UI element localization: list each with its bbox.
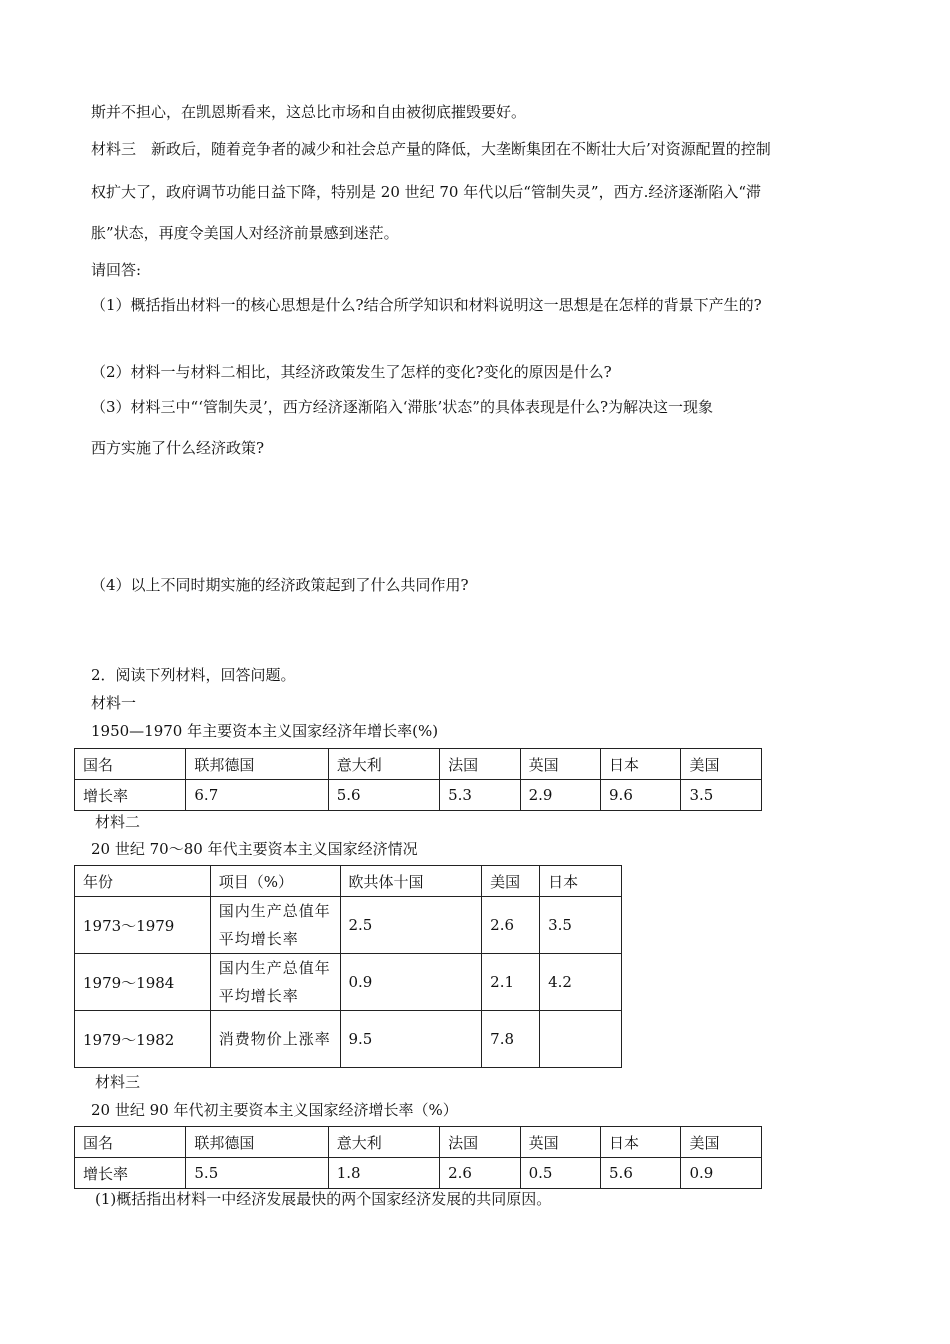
table-cell: 9.6 (601, 780, 681, 811)
table-cell: 2.9 (520, 780, 600, 811)
material-3-label: 材料三 (95, 1073, 141, 1091)
table-cell: 3.5 (540, 897, 622, 954)
question-2-intro: 2．阅读下列材料，回答问题。 (91, 666, 296, 684)
table-cell: 法国 (440, 749, 520, 780)
table-cell: 0.9 (681, 1158, 762, 1189)
table-cell: 5.6 (328, 780, 439, 811)
table-row (75, 749, 762, 780)
growth-table-1950-1970 (74, 748, 762, 811)
table-cell: 项目（%） (210, 866, 340, 897)
growth-table-1990s (74, 1126, 762, 1189)
table-cell: 9.5 (340, 1011, 482, 1068)
table-cell: 5.5 (186, 1158, 328, 1189)
table-cell: 2.1 (482, 954, 540, 1011)
table-cell: 增长率 (75, 780, 186, 811)
economy-table-1970s-1980s (74, 865, 622, 1068)
table-cell: 国内生产总值年平均增长率 (210, 954, 340, 1011)
table-cell: 年份 (75, 866, 211, 897)
table-cell: 联邦德国 (186, 1127, 328, 1158)
table-cell: 1979～1984 (75, 954, 211, 1011)
material-1-label: 材料一 (91, 694, 137, 712)
table-row (75, 897, 622, 954)
table-cell: 意大利 (328, 1127, 439, 1158)
table-cell: 联邦德国 (186, 749, 328, 780)
table-cell: 欧共体十国 (340, 866, 482, 897)
material-3-line-2: 权扩大了，政府调节功能日益下降，特别是 20 世纪 70 年代以后“管制失灵”，西方.经济逐渐陷入“滞 (91, 183, 762, 201)
table-cell: 4.2 (540, 954, 622, 1011)
table-cell: 国名 (75, 749, 186, 780)
table-row (75, 780, 762, 811)
table-cell: 英国 (520, 1127, 600, 1158)
table-row (75, 1158, 762, 1189)
table-cell (540, 1011, 622, 1068)
question-2-1: (1)概括指出材料一中经济发展最快的两个国家经济发展的共同原因。 (95, 1190, 552, 1208)
table-row (75, 1127, 762, 1158)
table-cell: 日本 (601, 1127, 681, 1158)
table-cell: 国内生产总值年平均增长率 (210, 897, 340, 954)
table-cell: 2.6 (440, 1158, 520, 1189)
table-cell: 意大利 (328, 749, 439, 780)
table-cell: 增长率 (75, 1158, 186, 1189)
table-cell: 日本 (540, 866, 622, 897)
question-1-3-line-1: （3）材料三中“‘管制失灵’，西方经济逐渐陷入‘滞胀’状态”的具体表现是什么?为解决这一现象 (91, 398, 713, 416)
question-1-3-line-2: 西方实施了什么经济政策? (91, 439, 265, 457)
table-cell: 日本 (601, 749, 681, 780)
please-answer: 请回答: (91, 261, 142, 279)
table-cell: 6.7 (186, 780, 328, 811)
table-cell: 2.6 (482, 897, 540, 954)
table-cell: 0.5 (520, 1158, 600, 1189)
table-cell: 美国 (482, 866, 540, 897)
table-cell: 1979～1982 (75, 1011, 211, 1068)
material-2-caption: 20 世纪 70～80 年代主要资本主义国家经济情况 (91, 840, 418, 858)
material-3-line-3: 胀”状态，再度令美国人对经济前景感到迷茫。 (91, 224, 399, 242)
table-cell: 美国 (681, 1127, 762, 1158)
material-2-label: 材料二 (95, 813, 141, 831)
table-row (75, 954, 622, 1011)
table-cell: 5.3 (440, 780, 520, 811)
table-cell: 7.8 (482, 1011, 540, 1068)
material-3-line-1: 材料三 新政后，随着竞争者的减少和社会总产量的降低，大垄断集团在不断壮大后’对资源配置的控制 (91, 140, 771, 158)
table-cell: 消费物价上涨率 (210, 1011, 340, 1068)
question-1-1: （1）概括指出材料一的核心思想是什么?结合所学知识和材料说明这一思想是在怎样的背景下产生的? (91, 296, 762, 314)
table-cell: 1.8 (328, 1158, 439, 1189)
table-cell: 法国 (440, 1127, 520, 1158)
table-cell: 0.9 (340, 954, 482, 1011)
table-cell: 5.6 (601, 1158, 681, 1189)
table-cell: 美国 (681, 749, 762, 780)
question-1-2: （2）材料一与材料二相比，其经济政策发生了怎样的变化?变化的原因是什么? (91, 363, 612, 381)
table-row (75, 1011, 622, 1068)
table-cell: 英国 (520, 749, 600, 780)
question-1-4: （4）以上不同时期实施的经济政策起到了什么共同作用? (91, 576, 469, 594)
table-cell: 2.5 (340, 897, 482, 954)
material-3-caption: 20 世纪 90 年代初主要资本主义国家经济增长率（%） (91, 1101, 458, 1119)
table-cell: 3.5 (681, 780, 762, 811)
material-1-caption: 1950—1970 年主要资本主义国家经济年增长率(%) (91, 722, 439, 740)
table-cell: 国名 (75, 1127, 186, 1158)
text-line: 斯并不担心，在凯恩斯看来，这总比市场和自由被彻底摧毁要好。 (91, 103, 527, 121)
table-cell: 1973～1979 (75, 897, 211, 954)
table-row (75, 866, 622, 897)
